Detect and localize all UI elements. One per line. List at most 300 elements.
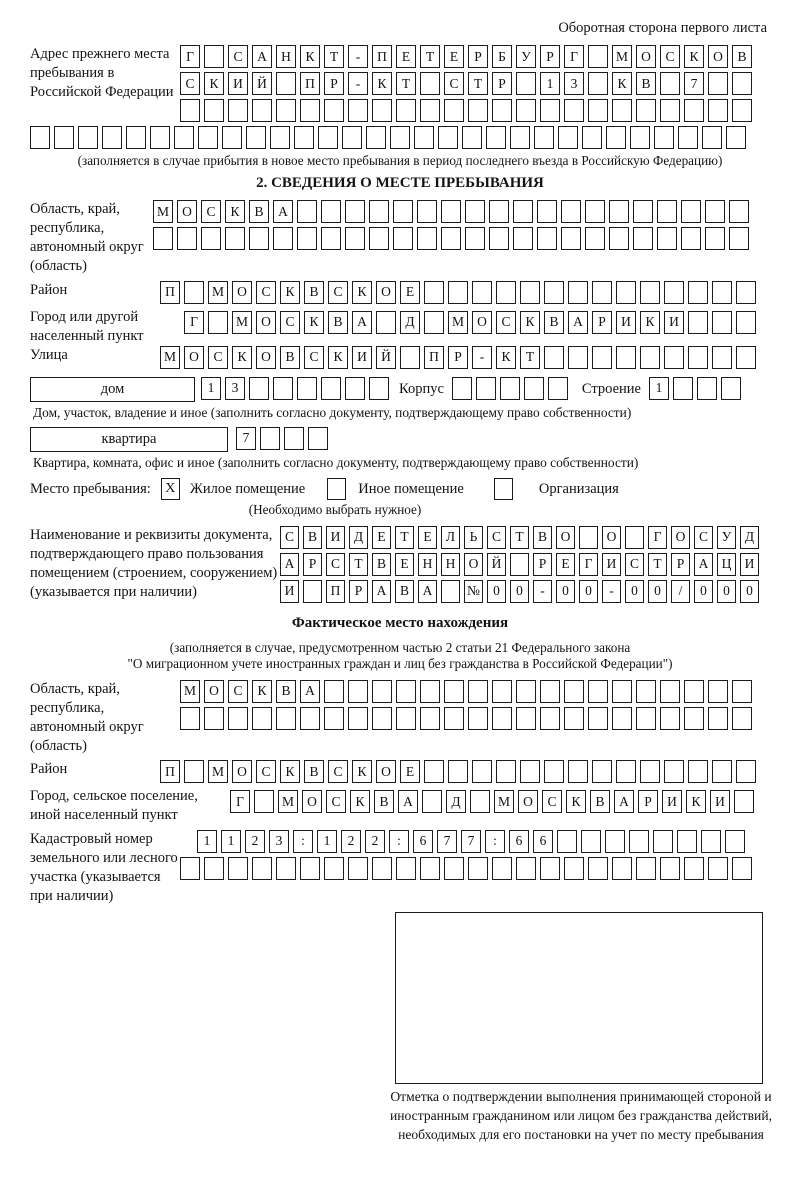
char-cell[interactable]: А [614, 790, 634, 813]
char-cell[interactable]: С [660, 45, 680, 68]
char-cell[interactable]: Р [638, 790, 658, 813]
char-cell[interactable]: С [280, 526, 299, 549]
char-cell[interactable] [444, 99, 464, 122]
char-cell[interactable] [342, 126, 362, 149]
char-cell[interactable] [636, 680, 656, 703]
char-cell[interactable] [732, 72, 752, 95]
char-cell[interactable] [496, 760, 516, 783]
char-cell[interactable]: Г [579, 553, 598, 576]
char-cell[interactable] [568, 346, 588, 369]
char-cell[interactable]: А [694, 553, 713, 576]
char-cell[interactable]: О [671, 526, 690, 549]
char-cell[interactable] [390, 126, 410, 149]
char-cell[interactable]: 0 [487, 580, 506, 603]
char-cell[interactable] [660, 707, 680, 730]
char-cell[interactable] [468, 857, 488, 880]
char-cell[interactable] [732, 707, 752, 730]
char-cell[interactable]: Т [420, 45, 440, 68]
char-cell[interactable]: Д [400, 311, 420, 334]
char-cell[interactable] [592, 346, 612, 369]
char-cell[interactable]: Н [276, 45, 296, 68]
prev-address-row-4[interactable] [30, 126, 770, 149]
char-cell[interactable]: Д [446, 790, 466, 813]
char-cell[interactable]: Г [564, 45, 584, 68]
char-cell[interactable] [468, 680, 488, 703]
char-cell[interactable]: 1 [197, 830, 217, 853]
char-cell[interactable] [424, 311, 444, 334]
char-cell[interactable] [510, 126, 530, 149]
char-cell[interactable] [228, 857, 248, 880]
char-cell[interactable] [544, 760, 564, 783]
char-cell[interactable] [657, 227, 677, 250]
char-cell[interactable] [612, 857, 632, 880]
doc-row-2[interactable] [280, 553, 759, 576]
char-cell[interactable]: П [372, 45, 392, 68]
char-cell[interactable] [616, 760, 636, 783]
char-cell[interactable]: М [208, 760, 228, 783]
char-cell[interactable]: - [472, 346, 492, 369]
char-cell[interactable] [516, 857, 536, 880]
char-cell[interactable] [697, 377, 717, 400]
char-cell[interactable] [276, 857, 296, 880]
char-cell[interactable] [684, 99, 704, 122]
char-cell[interactable] [417, 200, 437, 223]
char-cell[interactable] [524, 377, 544, 400]
char-cell[interactable] [396, 857, 416, 880]
char-cell[interactable]: М [153, 200, 173, 223]
char-cell[interactable] [684, 707, 704, 730]
char-cell[interactable] [561, 227, 581, 250]
char-cell[interactable]: О [256, 346, 276, 369]
char-cell[interactable]: И [602, 553, 621, 576]
char-cell[interactable] [321, 200, 341, 223]
char-cell[interactable]: Л [441, 526, 460, 549]
char-cell[interactable] [736, 311, 756, 334]
char-cell[interactable]: С [328, 281, 348, 304]
char-cell[interactable] [102, 126, 122, 149]
doc-row-1[interactable] [280, 526, 759, 549]
char-cell[interactable]: Е [395, 553, 414, 576]
char-cell[interactable]: - [602, 580, 621, 603]
char-cell[interactable]: Т [396, 72, 416, 95]
char-cell[interactable] [537, 227, 557, 250]
char-cell[interactable] [252, 857, 272, 880]
char-cell[interactable] [372, 857, 392, 880]
char-cell[interactable]: Е [556, 553, 575, 576]
char-cell[interactable]: И [228, 72, 248, 95]
char-cell[interactable] [660, 680, 680, 703]
char-cell[interactable] [568, 760, 588, 783]
char-cell[interactable] [420, 680, 440, 703]
raion-row[interactable] [160, 281, 756, 304]
char-cell[interactable] [588, 857, 608, 880]
char-cell[interactable] [448, 760, 468, 783]
char-cell[interactable] [605, 830, 625, 853]
char-cell[interactable]: Г [648, 526, 667, 549]
char-cell[interactable] [366, 126, 386, 149]
char-cell[interactable] [470, 790, 490, 813]
char-cell[interactable] [126, 126, 146, 149]
char-cell[interactable] [486, 126, 506, 149]
char-cell[interactable]: Р [349, 580, 368, 603]
char-cell[interactable]: Р [592, 311, 612, 334]
checkbox-zhiloe[interactable]: X [161, 478, 180, 500]
char-cell[interactable] [732, 99, 752, 122]
char-cell[interactable]: О [204, 680, 224, 703]
char-cell[interactable]: О [232, 760, 252, 783]
char-cell[interactable]: 0 [694, 580, 713, 603]
char-cell[interactable] [414, 126, 434, 149]
char-cell[interactable] [708, 99, 728, 122]
char-cell[interactable] [540, 680, 560, 703]
char-cell[interactable] [705, 200, 725, 223]
char-cell[interactable]: В [303, 526, 322, 549]
char-cell[interactable] [588, 680, 608, 703]
char-cell[interactable]: М [448, 311, 468, 334]
char-cell[interactable] [630, 126, 650, 149]
char-cell[interactable]: Т [648, 553, 667, 576]
char-cell[interactable]: О [376, 760, 396, 783]
char-cell[interactable]: 2 [341, 830, 361, 853]
char-cell[interactable]: В [280, 346, 300, 369]
char-cell[interactable]: В [328, 311, 348, 334]
char-cell[interactable] [625, 526, 644, 549]
char-cell[interactable]: К [252, 680, 272, 703]
char-cell[interactable] [468, 707, 488, 730]
char-cell[interactable]: 0 [556, 580, 575, 603]
char-cell[interactable] [204, 857, 224, 880]
checkbox-organizaciya[interactable] [494, 478, 513, 500]
char-cell[interactable]: - [533, 580, 552, 603]
char-cell[interactable] [492, 857, 512, 880]
char-cell[interactable] [544, 281, 564, 304]
char-cell[interactable]: С [444, 72, 464, 95]
char-cell[interactable] [396, 99, 416, 122]
char-cell[interactable] [588, 99, 608, 122]
char-cell[interactable] [249, 377, 269, 400]
char-cell[interactable]: С [496, 311, 516, 334]
char-cell[interactable] [729, 200, 749, 223]
char-cell[interactable] [657, 200, 677, 223]
kvartira-row[interactable] [236, 427, 328, 450]
char-cell[interactable]: 6 [413, 830, 433, 853]
char-cell[interactable]: М [494, 790, 514, 813]
char-cell[interactable] [640, 346, 660, 369]
char-cell[interactable] [736, 346, 756, 369]
char-cell[interactable]: Р [303, 553, 322, 576]
char-cell[interactable] [616, 281, 636, 304]
char-cell[interactable]: Н [441, 553, 460, 576]
oblast-row-2[interactable] [153, 227, 749, 250]
char-cell[interactable] [417, 227, 437, 250]
char-cell[interactable] [441, 580, 460, 603]
char-cell[interactable] [592, 760, 612, 783]
char-cell[interactable] [500, 377, 520, 400]
char-cell[interactable] [673, 377, 693, 400]
char-cell[interactable] [249, 227, 269, 250]
char-cell[interactable] [701, 830, 721, 853]
char-cell[interactable]: 1 [649, 377, 669, 400]
char-cell[interactable] [558, 126, 578, 149]
char-cell[interactable]: С [542, 790, 562, 813]
char-cell[interactable]: К [612, 72, 632, 95]
char-cell[interactable]: О [708, 45, 728, 68]
char-cell[interactable]: Д [349, 526, 368, 549]
kadastr-row-1[interactable] [197, 830, 752, 853]
char-cell[interactable]: Г [184, 311, 204, 334]
char-cell[interactable]: 3 [269, 830, 289, 853]
char-cell[interactable] [708, 680, 728, 703]
char-cell[interactable] [348, 857, 368, 880]
char-cell[interactable]: А [398, 790, 418, 813]
char-cell[interactable]: : [293, 830, 313, 853]
char-cell[interactable] [228, 707, 248, 730]
char-cell[interactable]: 1 [540, 72, 560, 95]
char-cell[interactable]: К [225, 200, 245, 223]
char-cell[interactable]: В [304, 760, 324, 783]
char-cell[interactable] [629, 830, 649, 853]
korpus-row[interactable] [452, 377, 568, 400]
char-cell[interactable] [369, 200, 389, 223]
char-cell[interactable]: Й [376, 346, 396, 369]
char-cell[interactable]: 0 [510, 580, 529, 603]
char-cell[interactable]: А [568, 311, 588, 334]
char-cell[interactable]: М [208, 281, 228, 304]
char-cell[interactable]: Т [520, 346, 540, 369]
char-cell[interactable] [736, 760, 756, 783]
char-cell[interactable]: П [300, 72, 320, 95]
char-cell[interactable] [472, 760, 492, 783]
char-cell[interactable]: 3 [225, 377, 245, 400]
char-cell[interactable]: И [326, 526, 345, 549]
char-cell[interactable] [150, 126, 170, 149]
fact-oblast-row-2[interactable] [180, 707, 752, 730]
char-cell[interactable] [180, 99, 200, 122]
char-cell[interactable]: М [160, 346, 180, 369]
char-cell[interactable]: 0 [717, 580, 736, 603]
char-cell[interactable]: С [280, 311, 300, 334]
char-cell[interactable]: В [304, 281, 324, 304]
char-cell[interactable]: П [160, 760, 180, 783]
char-cell[interactable] [348, 99, 368, 122]
char-cell[interactable] [324, 680, 344, 703]
char-cell[interactable]: В [533, 526, 552, 549]
char-cell[interactable]: О [256, 311, 276, 334]
char-cell[interactable] [705, 227, 725, 250]
char-cell[interactable] [585, 227, 605, 250]
char-cell[interactable]: Т [468, 72, 488, 95]
char-cell[interactable] [708, 857, 728, 880]
char-cell[interactable] [516, 99, 536, 122]
char-cell[interactable]: А [300, 680, 320, 703]
char-cell[interactable]: И [710, 790, 730, 813]
char-cell[interactable]: Б [492, 45, 512, 68]
char-cell[interactable] [588, 707, 608, 730]
char-cell[interactable]: Р [324, 72, 344, 95]
char-cell[interactable] [640, 760, 660, 783]
char-cell[interactable] [557, 830, 577, 853]
char-cell[interactable] [653, 830, 673, 853]
char-cell[interactable] [204, 707, 224, 730]
char-cell[interactable]: И [662, 790, 682, 813]
char-cell[interactable]: С [304, 346, 324, 369]
ulitsa-row[interactable] [160, 346, 756, 369]
char-cell[interactable]: - [348, 45, 368, 68]
char-cell[interactable] [465, 200, 485, 223]
char-cell[interactable] [422, 790, 442, 813]
char-cell[interactable] [297, 377, 317, 400]
gorod-row[interactable] [184, 311, 756, 334]
char-cell[interactable]: О [602, 526, 621, 549]
char-cell[interactable]: У [516, 45, 536, 68]
char-cell[interactable] [300, 857, 320, 880]
char-cell[interactable] [273, 377, 293, 400]
char-cell[interactable] [708, 72, 728, 95]
char-cell[interactable]: 1 [201, 377, 221, 400]
char-cell[interactable] [420, 72, 440, 95]
char-cell[interactable] [681, 227, 701, 250]
char-cell[interactable]: С [228, 680, 248, 703]
char-cell[interactable]: Й [487, 553, 506, 576]
char-cell[interactable]: А [372, 580, 391, 603]
char-cell[interactable]: К [640, 311, 660, 334]
char-cell[interactable] [489, 200, 509, 223]
char-cell[interactable]: П [160, 281, 180, 304]
char-cell[interactable] [606, 126, 626, 149]
kadastr-row-2[interactable] [180, 857, 752, 880]
char-cell[interactable] [78, 126, 98, 149]
char-cell[interactable]: О [184, 346, 204, 369]
char-cell[interactable]: С [201, 200, 221, 223]
char-cell[interactable] [444, 707, 464, 730]
char-cell[interactable] [534, 126, 554, 149]
char-cell[interactable] [721, 377, 741, 400]
char-cell[interactable]: К [300, 45, 320, 68]
char-cell[interactable] [581, 830, 601, 853]
char-cell[interactable] [588, 72, 608, 95]
char-cell[interactable]: В [732, 45, 752, 68]
char-cell[interactable] [612, 680, 632, 703]
char-cell[interactable]: Е [400, 281, 420, 304]
char-cell[interactable]: 1 [317, 830, 337, 853]
char-cell[interactable] [396, 680, 416, 703]
char-cell[interactable] [516, 680, 536, 703]
char-cell[interactable]: Ц [717, 553, 736, 576]
char-cell[interactable]: / [671, 580, 690, 603]
char-cell[interactable] [396, 707, 416, 730]
char-cell[interactable]: К [684, 45, 704, 68]
char-cell[interactable] [489, 227, 509, 250]
char-cell[interactable] [420, 707, 440, 730]
char-cell[interactable]: А [252, 45, 272, 68]
char-cell[interactable]: Т [510, 526, 529, 549]
char-cell[interactable]: Т [395, 526, 414, 549]
stroenie-row[interactable] [649, 377, 741, 400]
char-cell[interactable]: В [249, 200, 269, 223]
char-cell[interactable] [496, 281, 516, 304]
char-cell[interactable]: О [177, 200, 197, 223]
char-cell[interactable] [677, 830, 697, 853]
char-cell[interactable] [664, 346, 684, 369]
char-cell[interactable] [276, 99, 296, 122]
char-cell[interactable]: 0 [740, 580, 759, 603]
doc-row-3[interactable] [280, 580, 759, 603]
char-cell[interactable] [585, 200, 605, 223]
char-cell[interactable]: Г [230, 790, 250, 813]
char-cell[interactable]: К [352, 760, 372, 783]
char-cell[interactable]: 0 [625, 580, 644, 603]
char-cell[interactable]: К [496, 346, 516, 369]
char-cell[interactable]: И [352, 346, 372, 369]
char-cell[interactable] [324, 707, 344, 730]
fact-gorod-row[interactable] [230, 790, 754, 813]
char-cell[interactable] [297, 200, 317, 223]
char-cell[interactable] [372, 680, 392, 703]
char-cell[interactable] [548, 377, 568, 400]
char-cell[interactable] [369, 377, 389, 400]
char-cell[interactable] [568, 281, 588, 304]
char-cell[interactable] [678, 126, 698, 149]
char-cell[interactable] [516, 707, 536, 730]
char-cell[interactable]: К [232, 346, 252, 369]
char-cell[interactable] [712, 281, 732, 304]
char-cell[interactable] [424, 281, 444, 304]
char-cell[interactable] [736, 281, 756, 304]
char-cell[interactable]: А [273, 200, 293, 223]
char-cell[interactable]: 2 [365, 830, 385, 853]
char-cell[interactable]: 1 [221, 830, 241, 853]
char-cell[interactable]: С [256, 281, 276, 304]
char-cell[interactable]: С [256, 760, 276, 783]
char-cell[interactable]: М [612, 45, 632, 68]
char-cell[interactable] [561, 200, 581, 223]
char-cell[interactable]: 0 [579, 580, 598, 603]
char-cell[interactable]: 2 [245, 830, 265, 853]
char-cell[interactable]: 7 [461, 830, 481, 853]
char-cell[interactable]: А [280, 553, 299, 576]
char-cell[interactable]: О [518, 790, 538, 813]
char-cell[interactable] [513, 227, 533, 250]
char-cell[interactable] [476, 377, 496, 400]
char-cell[interactable] [660, 857, 680, 880]
char-cell[interactable] [688, 760, 708, 783]
char-cell[interactable]: Р [448, 346, 468, 369]
char-cell[interactable] [201, 227, 221, 250]
fact-oblast-row-1[interactable] [180, 680, 752, 703]
char-cell[interactable] [184, 760, 204, 783]
char-cell[interactable] [345, 377, 365, 400]
char-cell[interactable]: - [348, 72, 368, 95]
char-cell[interactable] [324, 857, 344, 880]
char-cell[interactable] [438, 126, 458, 149]
char-cell[interactable] [177, 227, 197, 250]
char-cell[interactable]: К [280, 281, 300, 304]
char-cell[interactable] [516, 72, 536, 95]
char-cell[interactable]: И [280, 580, 299, 603]
char-cell[interactable]: Г [180, 45, 200, 68]
char-cell[interactable]: О [472, 311, 492, 334]
char-cell[interactable] [540, 707, 560, 730]
char-cell[interactable]: Т [324, 45, 344, 68]
char-cell[interactable]: 7 [684, 72, 704, 95]
char-cell[interactable] [30, 126, 50, 149]
char-cell[interactable]: Е [400, 760, 420, 783]
char-cell[interactable]: И [616, 311, 636, 334]
char-cell[interactable]: К [328, 346, 348, 369]
char-cell[interactable]: К [352, 281, 372, 304]
char-cell[interactable] [372, 99, 392, 122]
char-cell[interactable]: 0 [648, 580, 667, 603]
